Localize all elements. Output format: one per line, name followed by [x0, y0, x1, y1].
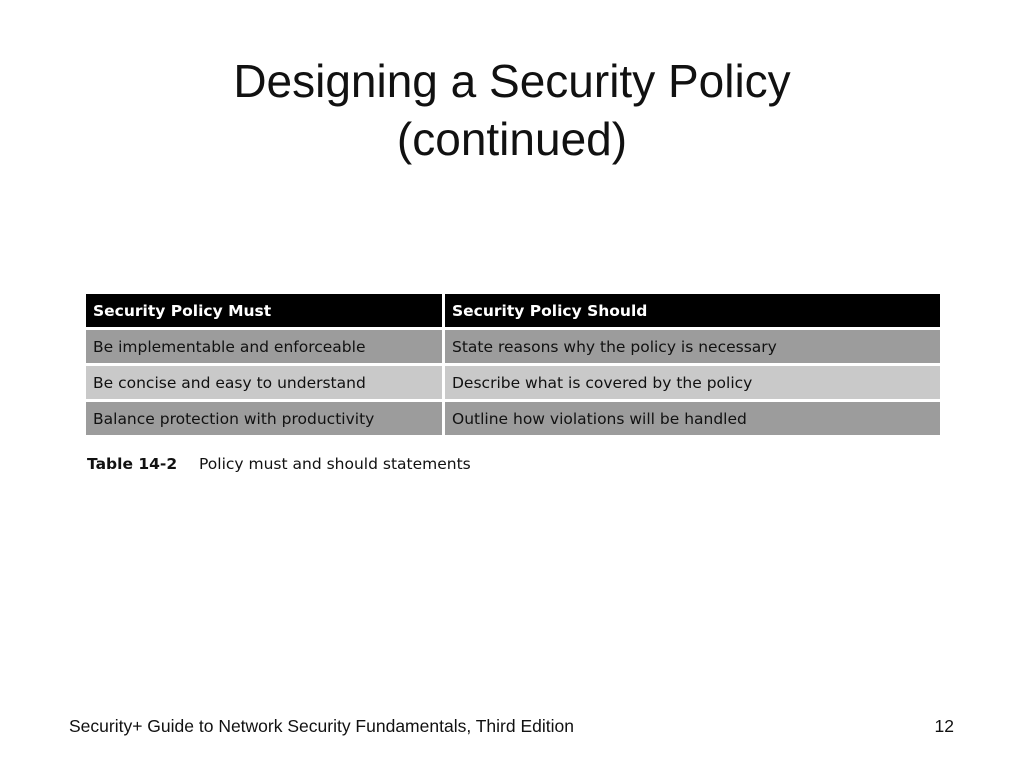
column-header-must: Security Policy Must: [86, 294, 445, 330]
table-row: [86, 402, 940, 438]
table-cell-must: Balance protection with productivity: [86, 402, 445, 438]
footer-text: Security+ Guide to Network Security Fundamentals, Third Edition: [69, 716, 574, 736]
table-row: [86, 330, 940, 366]
table-row: [86, 366, 940, 402]
slide-title-line-2: (continued): [396, 113, 628, 165]
table-header-row: [86, 294, 940, 330]
column-header-should: Security Policy Should: [445, 294, 940, 330]
table-cell-should: Outline how violations will be handled: [445, 402, 940, 438]
table-caption-text: Policy must and should statements: [199, 455, 471, 473]
page-number: 12: [934, 716, 954, 736]
table-cell-should: Describe what is covered by the policy: [445, 366, 940, 402]
table-cell-should: State reasons why the policy is necessary: [445, 330, 940, 366]
table-cell-must: Be implementable and enforceable: [86, 330, 445, 366]
policy-table: [86, 294, 940, 438]
table-cell-must: Be concise and easy to understand: [86, 366, 445, 402]
table-caption-label: Table 14-2: [87, 455, 178, 473]
slide-title: [0, 52, 1024, 168]
table-caption: [87, 455, 471, 473]
slide-title-line-1: Designing a Security Policy: [233, 55, 791, 107]
